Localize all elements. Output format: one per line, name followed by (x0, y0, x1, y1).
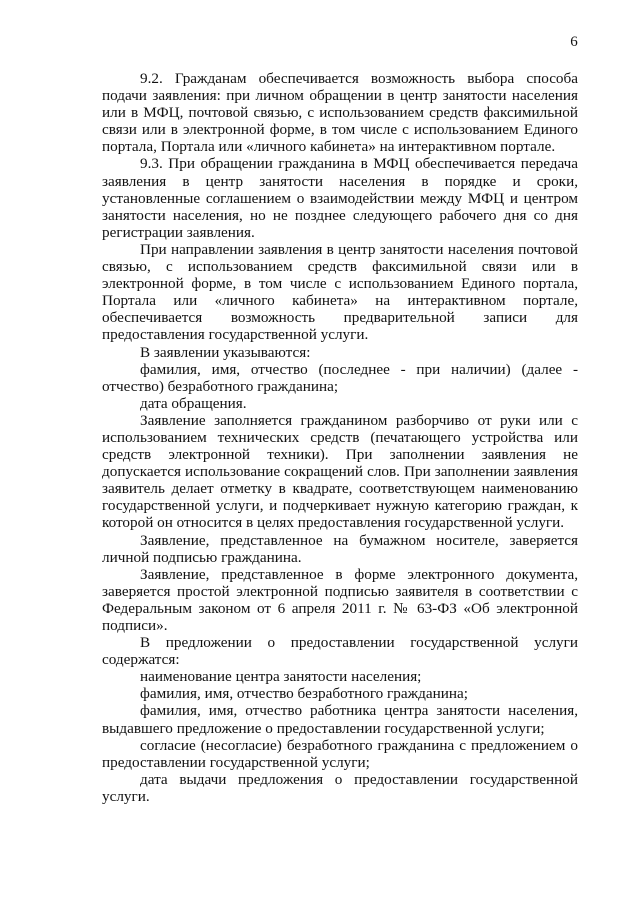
paragraph-employee-name-item: фамилия, имя, отчество работника центра занятости населения, выдавшего предложение о предоставлении государственной услуги; (102, 702, 578, 737)
document-body (102, 70, 578, 805)
paragraph-application-contents-intro: В заявлении указываются: (140, 343, 311, 361)
paragraph-center-name-item: наименование центра занятости населения; (140, 668, 422, 686)
paragraph-filling-rules: Заявление заполняется гражданином разборчиво от руки или с использованием технических средств (печатающего устройства или средств электронной техники). При заполнении заявления не допускается использование сокращений слов. При заполнении заявления заявитель делает отметку в квадрате, соответствующем наименованию государственной услуги, и подчеркивает нужную категорию граждан, к которой он относится в целях предоставления государственной услуги. (102, 411, 578, 532)
paragraph-9-2: 9.2. Гражданам обеспечивается возможность выбора способа подачи заявления: при личном обращении в центр занятости населения или в МФЦ, почтовой связью, с использованием средств факсимильной связи или в электронной форме, в том числе с использованием Единого портала, Портала или «личного кабинета» на интерактивном портале. (102, 70, 578, 156)
page-number: 6 (570, 34, 578, 50)
paragraph-offer-contents-intro: В предложении о предоставлении государственной услуги содержатся: (102, 634, 578, 669)
paragraph-full-name-item: фамилия, имя, отчество (последнее - при наличии) (далее - отчество) безработного гражданина; (102, 360, 578, 395)
paragraph-issue-date-item: дата выдачи предложения о предоставлении государственной услуги. (102, 770, 578, 805)
paragraph-citizen-name-item: фамилия, имя, отчество безработного гражданина; (140, 685, 468, 703)
paragraph-postal-submission: При направлении заявления в центр занятости населения почтовой связью, с использованием средств факсимильной связи или в электронной форме, в том числе с использованием Единого портала, Портала или «личного кабинета» на интерактивном портале, обеспечивается возможность предварительной записи для предоставления государственной услуги. (102, 240, 578, 344)
paragraph-9-3: 9.3. При обращении гражданина в МФЦ обеспечивается передача заявления в центр занятости населения в порядке и сроки, установленные соглашением о взаимодействии между МФЦ и центром занятости населения, но не позднее следующего рабочего дня со дня регистрации заявления. (102, 155, 578, 241)
paragraph-consent-item: согласие (несогласие) безработного гражданина с предложением о предоставлении государственной услуги; (102, 736, 578, 771)
paragraph-electronic-signature: Заявление, представленное в форме электронного документа, заверяется простой электронной подписью заявителя в соответствии с Федеральным законом от 6 апреля 2011 г. № 63-ФЗ «Об электронной подписи». (102, 565, 578, 634)
paragraph-date-item: дата обращения. (140, 394, 247, 412)
paragraph-paper-signature: Заявление, представленное на бумажном носителе, заверяется личной подписью гражданина. (102, 531, 578, 566)
